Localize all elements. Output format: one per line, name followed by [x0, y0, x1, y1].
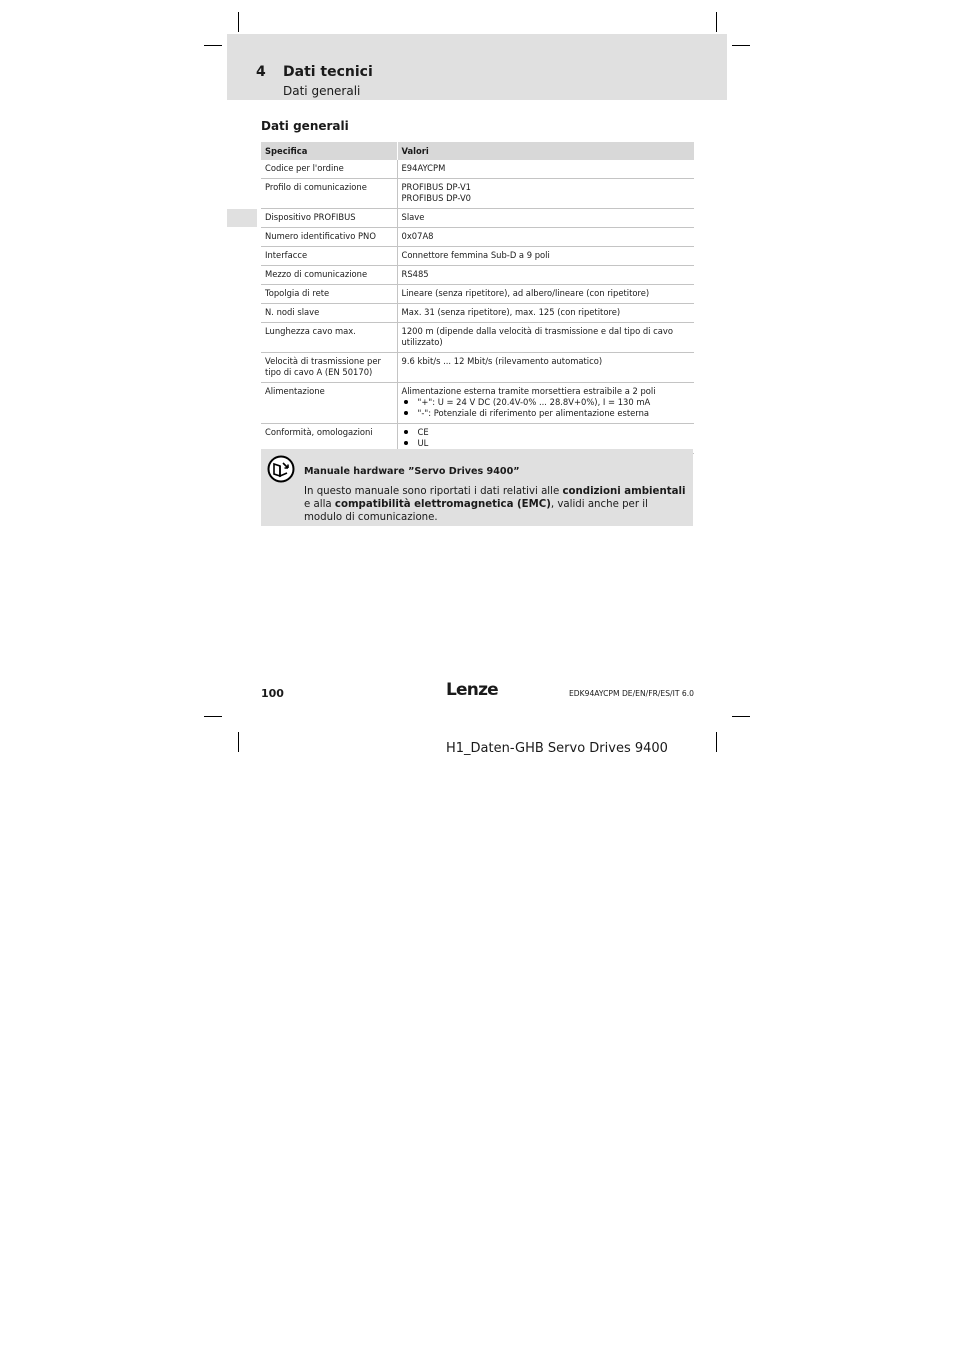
spec-cell: N. nodi slave: [261, 304, 397, 323]
bullet-item: "-": Potenziale di riferimento per alimentazione esterna: [402, 408, 691, 419]
table-row: [261, 247, 694, 266]
value-cell: [397, 266, 694, 285]
table-row: [261, 285, 694, 304]
spec-table: [261, 142, 694, 454]
table-row: [261, 353, 694, 383]
crop-mark: [716, 12, 717, 32]
chapter-number: 4: [256, 64, 266, 80]
value-cell: [397, 179, 694, 209]
table-row: [261, 266, 694, 285]
crop-mark: [716, 732, 717, 752]
spec-cell: Lunghezza cavo max.: [261, 323, 397, 353]
value-line: E94AYCPM: [401, 163, 446, 173]
crop-mark: [204, 716, 222, 717]
value-cell: [397, 323, 694, 353]
table-row: [261, 179, 694, 209]
column-header: Valori: [397, 142, 694, 160]
spec-cell: Alimentazione: [261, 383, 397, 424]
value-line: Max. 31 (senza ripetitore), max. 125 (con ripetitore): [401, 307, 621, 317]
spec-cell: Interfacce: [261, 247, 397, 266]
value-line: 0x07A8: [401, 231, 434, 241]
value-line: Connettore femmina Sub-D a 9 poli: [401, 250, 550, 260]
note-box: [261, 449, 693, 526]
chapter-title: Dati tecnici: [283, 64, 373, 80]
column-header: Specifica: [261, 142, 397, 160]
spec-cell: Dispositivo PROFIBUS: [261, 209, 397, 228]
value-cell: [397, 353, 694, 383]
table-row: [261, 160, 694, 179]
value-line: Alimentazione esterna tramite morsettiera estraibile a 2 poli: [401, 386, 656, 396]
footer-caption: H1_Daten-GHB Servo Drives 9400: [446, 741, 668, 756]
note-text: In questo manuale sono riportati i dati relativi alle condizioni ambientali e alla compatibilità elettromagnetica (EMC), validi anche per il modulo di comunicazione.: [304, 486, 686, 523]
table-row: [261, 209, 694, 228]
table-header-row: [261, 142, 694, 160]
value-cell: [397, 383, 694, 424]
value-line: RS485: [401, 269, 429, 279]
bullet-item: UL: [402, 438, 691, 449]
table-row: [261, 228, 694, 247]
page-number: 100: [261, 687, 284, 700]
thumb-index-tab: [227, 209, 257, 227]
crop-mark: [238, 732, 239, 752]
section-title: Dati generali: [261, 119, 349, 133]
value-line: PROFIBUS DP-V0: [401, 193, 472, 203]
bullet-item: CE: [402, 427, 691, 438]
value-line: 1200 m (dipende dalla velocità di trasmissione e dal tipo di cavo utilizzato): [401, 326, 673, 347]
value-cell: [397, 160, 694, 179]
chapter-subtitle: Dati generali: [283, 84, 361, 98]
crop-mark: [204, 45, 222, 46]
table-row: [261, 323, 694, 353]
value-cell: [397, 304, 694, 323]
table-row: [261, 383, 694, 424]
value-cell: [397, 285, 694, 304]
value-line: Lineare (senza ripetitore), ad albero/lineare (con ripetitore): [401, 288, 650, 298]
spec-cell: Profilo di comunicazione: [261, 179, 397, 209]
document-id: EDK94AYCPM DE/EN/FR/ES/IT 6.0: [569, 689, 694, 698]
crop-mark: [732, 45, 750, 46]
note-title: Manuale hardware ”Servo Drives 9400”: [304, 466, 520, 477]
spec-cell: Numero identificativo PNO: [261, 228, 397, 247]
value-line: Slave: [401, 212, 425, 222]
spec-cell: Velocità di trasmissione per tipo di cavo A (EN 50170): [261, 353, 397, 383]
crop-mark: [238, 12, 239, 32]
value-cell: [397, 228, 694, 247]
manual-reference-icon: [267, 455, 295, 483]
spec-cell: Codice per l'ordine: [261, 160, 397, 179]
crop-mark: [732, 716, 750, 717]
bullet-item: "+": U = 24 V DC (20.4V-0% ... 28.8V+0%), I = 130 mA: [402, 397, 691, 408]
table-row: [261, 304, 694, 323]
brand-logo: Lenze: [446, 680, 498, 700]
value-line: PROFIBUS DP-V1: [401, 182, 472, 192]
spec-cell: Conformità, omologazioni: [261, 424, 397, 454]
value-cell: [397, 247, 694, 266]
value-cell: [397, 209, 694, 228]
value-line: 9.6 kbit/s ... 12 Mbit/s (rilevamento automatico): [401, 356, 603, 366]
spec-cell: Mezzo di comunicazione: [261, 266, 397, 285]
spec-cell: Topolgia di rete: [261, 285, 397, 304]
